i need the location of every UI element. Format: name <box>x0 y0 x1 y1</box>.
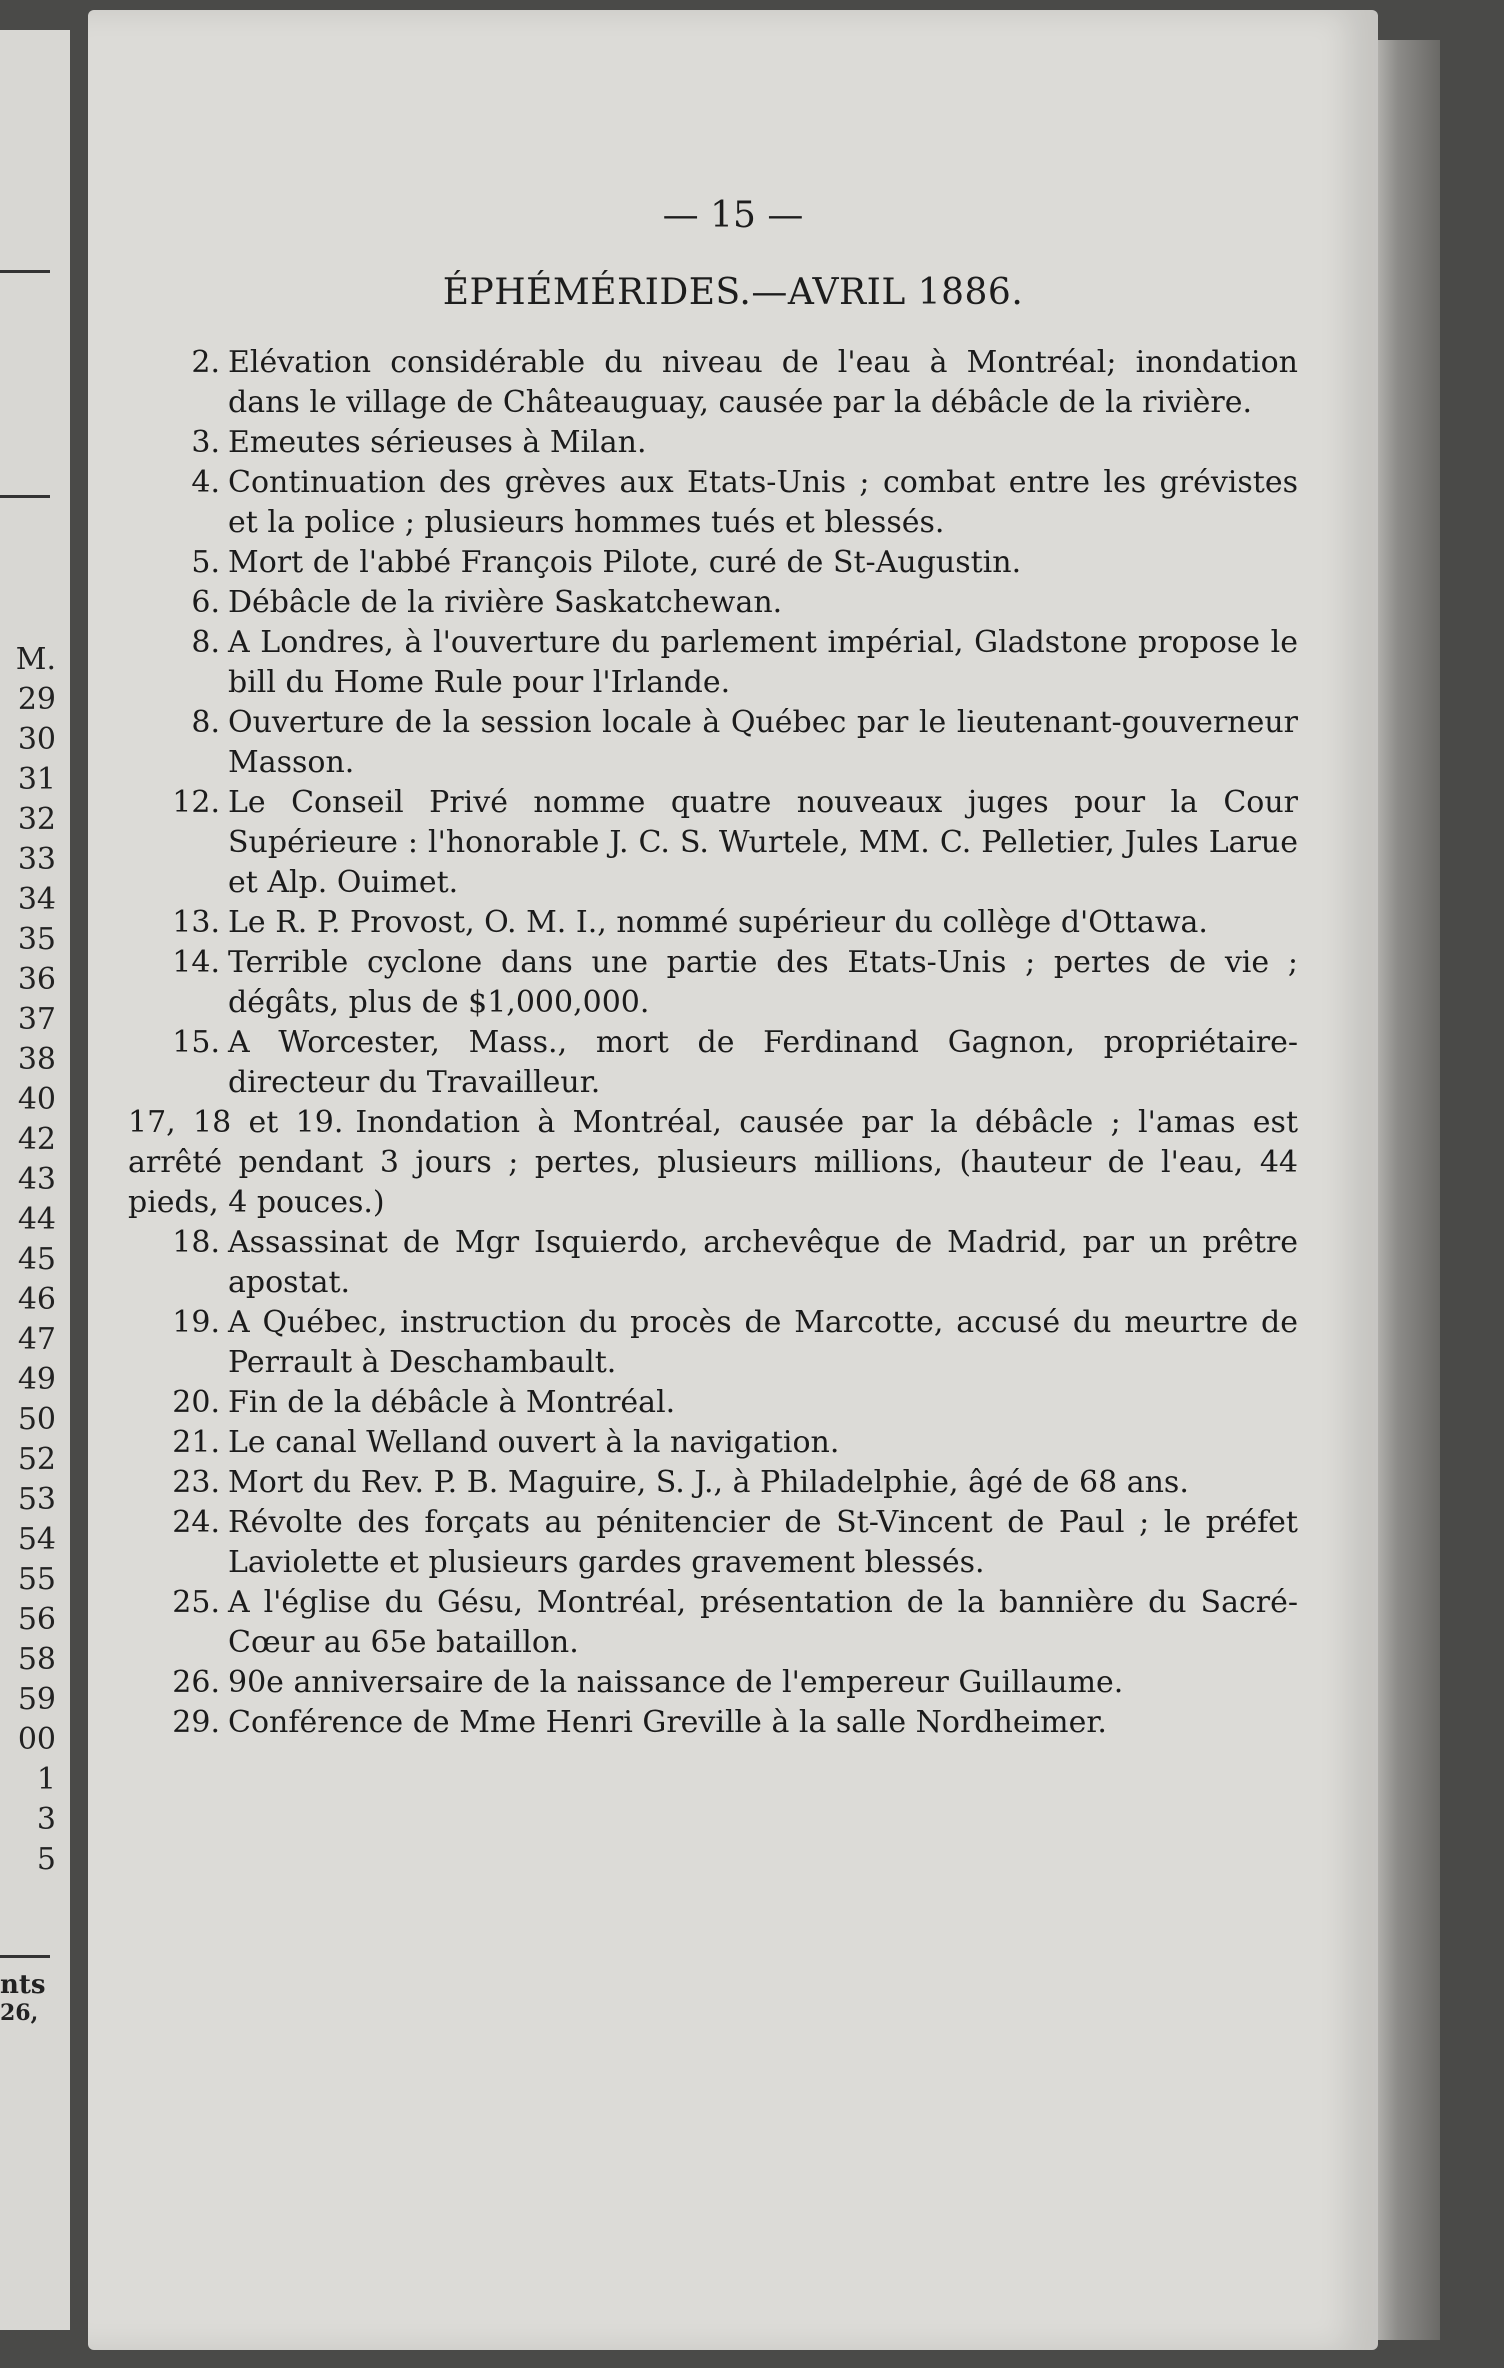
facing-page-number: 59 <box>17 1682 56 1717</box>
facing-page-rule <box>0 495 50 498</box>
facing-page-number: 47 <box>17 1322 56 1357</box>
list-item <box>128 463 1298 543</box>
list-item <box>128 1663 1298 1703</box>
list-item <box>128 1463 1298 1503</box>
entry-text: Assassinat de Mgr Isquierdo, archevêque de Madrid, par un prêtre apostat. <box>228 1225 1298 1300</box>
facing-page-number: 40 <box>17 1082 56 1117</box>
entry-date: 20. <box>172 1385 220 1420</box>
list-item <box>128 943 1298 1023</box>
list-item <box>128 1103 1298 1223</box>
list-item <box>128 1303 1298 1383</box>
facing-page-number: 30 <box>17 722 56 757</box>
entry-date: 5. <box>191 545 220 580</box>
entry-date: 14. <box>172 945 220 980</box>
facing-page-number: M. <box>15 642 56 677</box>
facing-page-rule <box>0 1955 50 1958</box>
list-item <box>128 1383 1298 1423</box>
list-item <box>128 1423 1298 1463</box>
list-item <box>128 703 1298 783</box>
entry-text: Mort de l'abbé François Pilote, curé de St-Augustin. <box>228 545 1022 580</box>
facing-page-number: 00 <box>17 1722 56 1757</box>
entry-date: 18. <box>172 1225 220 1260</box>
facing-page-number: 52 <box>17 1442 56 1477</box>
facing-page-number: 53 <box>17 1482 56 1517</box>
list-item <box>128 1223 1298 1303</box>
entry-date: 29. <box>172 1705 220 1740</box>
entry-date: 2. <box>191 345 220 380</box>
entry-text: Le Conseil Privé nomme quatre nouveaux juges pour la Cour Supérieure : l'honorable J. C. S. Wurtele, MM. C. Pelletier, Jules Larue et Alp. Ouimet. <box>228 785 1298 900</box>
entry-text: Continuation des grèves aux Etats-Unis ; combat entre les grévistes et la police ; plusieurs hommes tués et blessés. <box>228 465 1298 540</box>
list-item <box>128 783 1298 903</box>
facing-page-footer: nts <box>0 1970 46 2000</box>
facing-page-number: 29 <box>17 682 56 717</box>
page-heading: ÉPHÉMÉRIDES.—AVRIL 1886. <box>442 272 1024 313</box>
facing-page-rule <box>0 270 50 273</box>
facing-page-number: 38 <box>17 1042 56 1077</box>
entry-date: 24. <box>172 1505 220 1540</box>
facing-page-number: 1 <box>36 1762 56 1797</box>
entry-date: 12. <box>172 785 220 820</box>
entry-date: 21. <box>172 1425 220 1460</box>
entry-text: Mort du Rev. P. B. Maguire, S. J., à Philadelphie, âgé de 68 ans. <box>228 1465 1189 1500</box>
facing-page-number: 31 <box>17 762 56 797</box>
facing-page-number: 50 <box>17 1402 56 1437</box>
facing-page-number: 45 <box>17 1242 56 1277</box>
list-item <box>128 543 1298 583</box>
list-item <box>128 1583 1298 1663</box>
entry-date: 13. <box>172 905 220 940</box>
facing-page-number: 54 <box>17 1522 56 1557</box>
entry-text: Terrible cyclone dans une partie des Etats-Unis ; pertes de vie ; dégâts, plus de $1,000,000. <box>228 945 1298 1020</box>
facing-page-number: 44 <box>17 1202 56 1237</box>
entry-date: 23. <box>172 1465 220 1500</box>
list-item <box>128 1023 1298 1103</box>
entry-date: 15. <box>172 1025 220 1060</box>
list-item <box>128 1503 1298 1583</box>
facing-page-number: 46 <box>17 1282 56 1317</box>
facing-page-number: 36 <box>17 962 56 997</box>
entry-text: 90e anniversaire de la naissance de l'empereur Guillaume. <box>228 1665 1124 1700</box>
entry-date: 3. <box>191 425 220 460</box>
list-item <box>128 583 1298 623</box>
entry-date: 8. <box>191 625 220 660</box>
entry-date: 19. <box>172 1305 220 1340</box>
entry-text: A Londres, à l'ouverture du parlement impérial, Gladstone propose le bill du Home Rule pour l'Irlande. <box>228 625 1298 700</box>
entry-text: Elévation considérable du niveau de l'eau à Montréal; inondation dans le village de Châteauguay, causée par la débâcle de la rivière. <box>228 345 1298 420</box>
book-page <box>88 10 1378 2350</box>
entry-text: Inondation à Montréal, causée par la débâcle ; l'amas est arrêté pendant 3 jours ; pertes, plusieurs millions, (hauteur de l'eau, 44 pieds, 4 pouces.) <box>128 1105 1299 1220</box>
entry-date: 8. <box>191 705 220 740</box>
entry-text: Emeutes sérieuses à Milan. <box>228 425 647 460</box>
facing-page-edge <box>0 30 70 2330</box>
facing-page-number: 42 <box>17 1122 56 1157</box>
entry-text: A Worcester, Mass., mort de Ferdinand Gagnon, propriétaire-directeur du Travailleur. <box>228 1025 1298 1100</box>
facing-page-number: 43 <box>17 1162 56 1197</box>
entry-text: Le R. P. Provost, O. M. I., nommé supérieur du collège d'Ottawa. <box>228 905 1208 940</box>
facing-page-number: 33 <box>17 842 56 877</box>
facing-page-number: 56 <box>17 1602 56 1637</box>
ephemerides-list <box>128 343 1298 1743</box>
list-item <box>128 423 1298 463</box>
entry-text: Fin de la débâcle à Montréal. <box>228 1385 676 1420</box>
entry-date: 4. <box>191 465 220 500</box>
entry-date: 6. <box>191 585 220 620</box>
entry-text: A Québec, instruction du procès de Marcotte, accusé du meurtre de Perrault à Deschambault. <box>228 1305 1298 1380</box>
entry-text: Ouverture de la session locale à Québec par le lieutenant-gouverneur Masson. <box>228 705 1298 780</box>
facing-page-number: 58 <box>17 1642 56 1677</box>
entry-text: Conférence de Mme Henri Greville à la salle Nordheimer. <box>228 1705 1107 1740</box>
list-item <box>128 1703 1298 1743</box>
entry-text: Révolte des forçats au pénitencier de St-Vincent de Paul ; le préfet Laviolette et plusieurs gardes gravement blessés. <box>228 1505 1298 1580</box>
list-item <box>128 623 1298 703</box>
entry-date: 26. <box>172 1665 220 1700</box>
entry-text: Débâcle de la rivière Saskatchewan. <box>228 585 783 620</box>
facing-page-number: 35 <box>17 922 56 957</box>
page-number: — 15 — <box>662 195 804 236</box>
facing-page-number: 55 <box>17 1562 56 1597</box>
facing-page-number: 34 <box>17 882 56 917</box>
list-item <box>128 903 1298 943</box>
facing-page-number-column <box>0 640 60 1880</box>
facing-page-number: 32 <box>17 802 56 837</box>
facing-page-number: 3 <box>36 1802 56 1837</box>
entry-text: Le canal Welland ouvert à la navigation. <box>228 1425 840 1460</box>
page-edge-shadow <box>1370 40 1440 2340</box>
facing-page-number: 37 <box>17 1002 56 1037</box>
list-item <box>128 343 1298 423</box>
facing-page-number: 49 <box>17 1362 56 1397</box>
entry-text: A l'église du Gésu, Montréal, présentation de la bannière du Sacré-Cœur au 65e bataillon. <box>228 1585 1298 1660</box>
facing-page-number: 5 <box>36 1842 56 1877</box>
facing-page-footer-2: 26, <box>0 2000 39 2026</box>
entry-date: 17, 18 et 19. <box>128 1105 344 1140</box>
entry-date: 25. <box>172 1585 220 1620</box>
